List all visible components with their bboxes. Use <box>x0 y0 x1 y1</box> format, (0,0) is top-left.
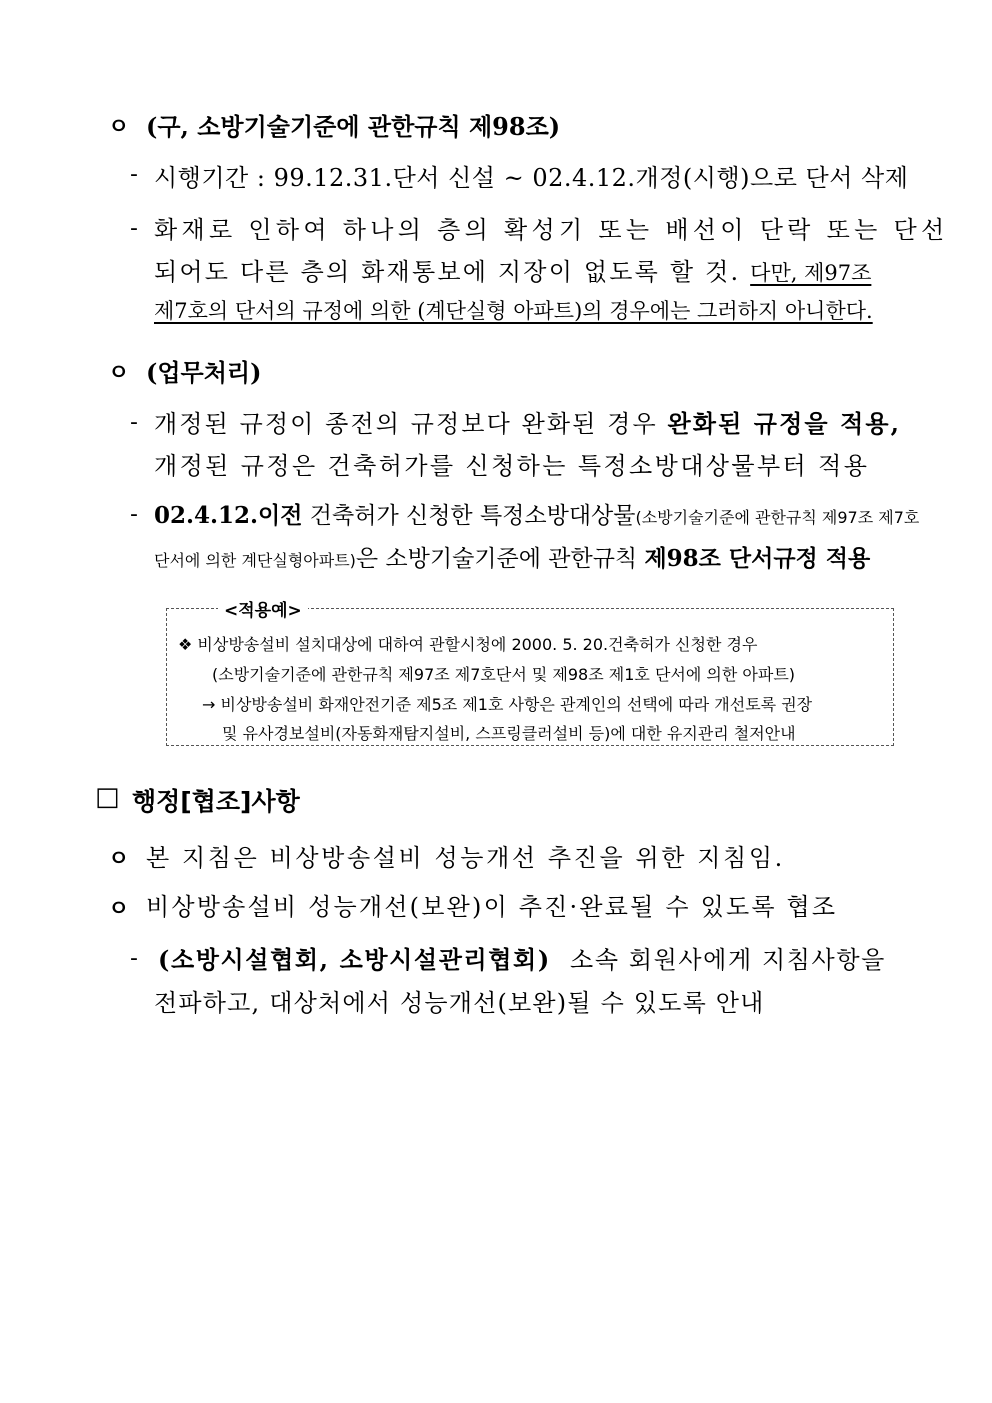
paragraph-line: 본 지침은 비상방송설비 성능개선 추진을 위한 지침임. <box>146 844 785 872</box>
paragraph-line: 시행기간 : 99.12.31.단서 신설 ~ 02.4.12.개정(시행)으로 단서 삭제 <box>154 164 909 192</box>
small-text: (소방기술기준에 관한규칙 제97조 제7호 <box>635 508 920 527</box>
section-heading: (구, 소방기술기준에 관한규칙 제98조) <box>146 112 561 141</box>
bold-text: 02.4.12.이전 <box>154 502 303 529</box>
example-line: (소방기술기준에 관한규칙 제97조 제7호단서 및 제98조 제1호 단서에 의한 아파트) <box>212 665 796 684</box>
plain-text: 은 소방기술기준에 관한규칙 <box>355 546 638 572</box>
plain-text: 건축허가 신청한 특정소방대상물 <box>309 503 636 529</box>
bullet-circle: ㅇ <box>108 847 130 872</box>
paragraph-line: 화재로 인하여 하나의 층의 확성기 또는 배선이 단락 또는 단선 <box>154 216 949 244</box>
bullet-circle: ㅇ <box>108 897 130 922</box>
square-bullet-icon: □ <box>95 782 120 812</box>
example-box-title: <적용예> <box>218 596 308 621</box>
bullet-circle: ㅇ <box>108 115 130 140</box>
paragraph-line <box>154 540 870 573</box>
plain-text: 소속 회원사에게 지침사항을 <box>570 946 886 974</box>
example-line: 및 유사경보설비(자동화재탐지설비, 스프링클러설비 등)에 대한 유지관리 철저안내 <box>222 724 796 743</box>
bold-text: 완화된 규정을 적용, <box>667 409 902 438</box>
bold-text: (소방시설협회, 소방시설관리협회) <box>158 945 551 974</box>
dash-marker: - <box>130 946 138 971</box>
small-text: 단서에 의한 계단실형아파트) <box>154 551 356 570</box>
bullet-circle: ㅇ <box>108 361 130 386</box>
paragraph-line: 비상방송설비 성능개선(보완)이 추진·완료될 수 있도록 협조 <box>146 893 838 921</box>
paragraph-line <box>154 252 871 287</box>
example-line: → 비상방송설비 화재안전기준 제5조 제1호 사항은 관계인의 선택에 따라 개선토록 권장 <box>202 695 813 714</box>
bold-text: 제98조 단서규정 적용 <box>644 545 871 572</box>
underlined-text: 제7호의 단서의 규정에 의한 (계단실형 아파트)의 경우에는 그러하지 아니한다. <box>154 299 873 323</box>
section-title: 행정[협조]사항 <box>132 787 300 816</box>
paragraph-line <box>154 404 901 439</box>
dash-marker: - <box>130 216 138 241</box>
dash-marker: - <box>130 410 138 435</box>
underlined-text: 다만, 제97조 <box>750 261 872 285</box>
paragraph-line <box>158 940 886 975</box>
section-heading: (업무처리) <box>146 358 262 387</box>
paragraph-line: 전파하고, 대상처에서 성능개선(보완)될 수 있도록 안내 <box>154 989 765 1017</box>
plain-text: 개정된 규정이 종전의 규정보다 완화된 경우 <box>154 410 658 438</box>
paragraph-line: 개정된 규정은 건축허가를 신청하는 특정소방대상물부터 적용 <box>154 452 870 480</box>
example-line: ❖ 비상방송설비 설치대상에 대하여 관할시청에 2000. 5. 20.건축허가 신청한 경우 <box>178 635 758 654</box>
paragraph-line <box>154 497 919 530</box>
plain-text: 되어도 다른 층의 화재통보에 지장이 없도록 할 것. <box>154 258 741 286</box>
dash-marker: - <box>130 502 138 527</box>
dash-marker: - <box>130 162 138 187</box>
